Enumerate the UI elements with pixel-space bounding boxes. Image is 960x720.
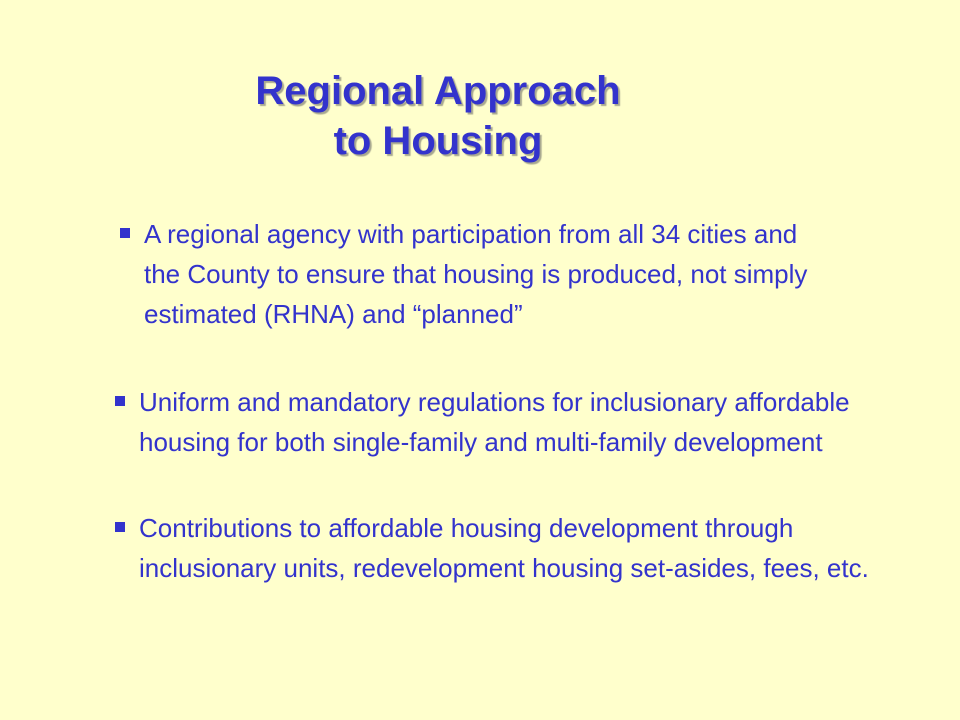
title-line-1: Regional Approach bbox=[255, 69, 621, 113]
slide-title bbox=[0, 66, 876, 166]
square-bullet-icon bbox=[115, 522, 125, 532]
bullet-text: Uniform and mandatory regulations for inclusionary affordable housing for both single-family and multi-family development bbox=[139, 387, 850, 457]
title-line-2: to Housing bbox=[333, 119, 543, 163]
bullet-text: A regional agency with participation from all 34 cities and the County to ensure that housing is produced, not simply estimated (RHNA) and “planned” bbox=[144, 219, 808, 329]
bullet-text: Contributions to affordable housing development through inclusionary units, redevelopment housing set-asides, fees, etc. bbox=[139, 513, 869, 583]
bullet-item bbox=[120, 214, 834, 334]
bullet-item bbox=[115, 508, 899, 588]
square-bullet-icon bbox=[115, 396, 125, 406]
bullet-item bbox=[115, 382, 899, 462]
square-bullet-icon bbox=[120, 228, 130, 238]
